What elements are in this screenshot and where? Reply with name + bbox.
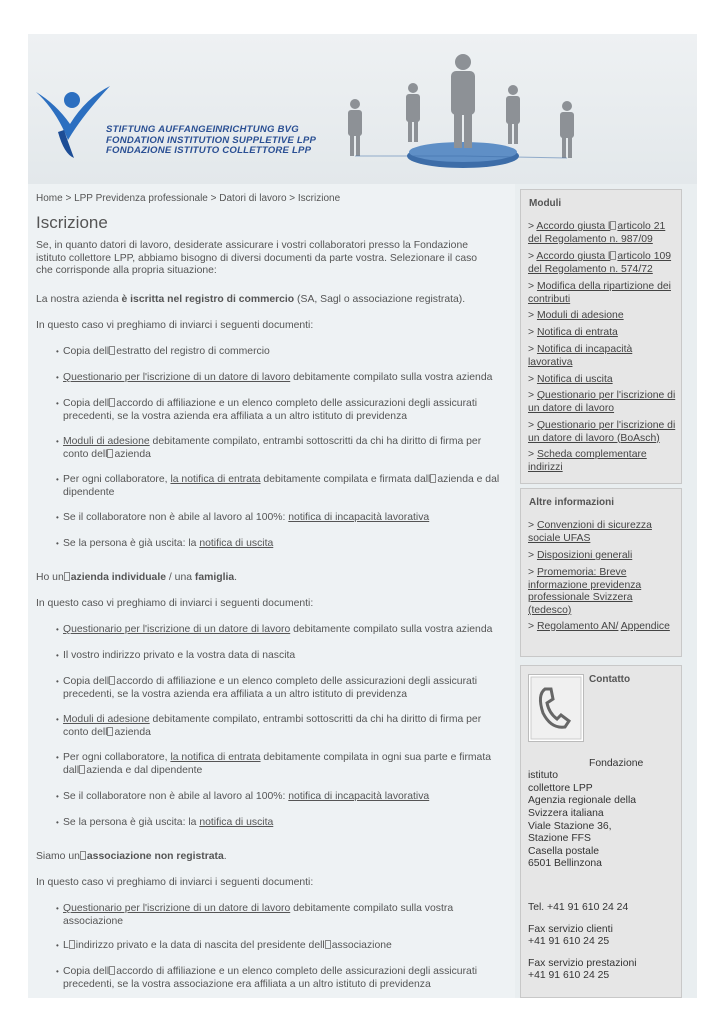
placeholder-glyph [325, 940, 331, 949]
text: Se la persona è già uscita: la [63, 538, 200, 549]
contact-line: collettore LPP [528, 783, 593, 794]
link-text[interactable]: Notifica di uscita [536, 374, 613, 385]
sidebar-link[interactable] [528, 621, 678, 634]
list-item [63, 714, 503, 739]
text: Copia dell [63, 346, 110, 357]
arrow: > [528, 327, 535, 338]
contact-line: Fondazione [589, 758, 644, 769]
text: Se il collaboratore non è abile al lavoro al 100%: [63, 512, 289, 523]
people-network-icon [333, 52, 603, 177]
exit-notice-link[interactable]: notifica di uscita [199, 538, 274, 549]
text: debitamente compilato, entrambi sottoscritti da chi ha diritto di firma per conto dell [63, 714, 482, 738]
link-text[interactable]: articolo 21 del Regolamento n. 987/09 [528, 221, 666, 245]
text: accordo di affiliazione e un elenco completo delle assicurazioni degli assicurati precedenti, se la vostra associazione era affiliata a un altro istituto di previdenza [63, 966, 478, 990]
fax-number: +41 91 610 24 25 [528, 936, 610, 947]
text: debitamente compilato sulla vostra azienda [290, 372, 493, 383]
arrow: > [528, 344, 535, 355]
text: Per ogni collaboratore, [63, 752, 171, 763]
text: La nostra azienda [36, 294, 122, 305]
sidebar-link[interactable] [528, 310, 678, 323]
sidebar-link[interactable] [528, 520, 678, 545]
placeholder-glyph [109, 966, 115, 975]
text: azienda [114, 448, 151, 460]
request-text: In questo caso vi preghiamo di inviarci i seguenti documenti: [36, 320, 314, 331]
text: . [234, 572, 238, 583]
text: Se la persona è già uscita: la [63, 817, 200, 828]
request-text: In questo caso vi preghiamo di inviarci i seguenti documenti: [36, 598, 314, 609]
text: Copia dell [63, 966, 110, 977]
placeholder-glyph [109, 676, 115, 685]
page [28, 34, 697, 998]
fax-label: Fax servizio prestazioni [528, 958, 637, 969]
list-item [63, 966, 503, 991]
site-header [28, 34, 697, 184]
list-item [63, 436, 503, 461]
sidebar-link[interactable] [528, 420, 678, 445]
link-text[interactable]: Regolamento AN/ [536, 621, 619, 632]
contact-line: Casella postale [528, 846, 600, 857]
text: accordo di affiliazione e un elenco completo delle assicurazioni degli assicurati precedenti, se la vostra azienda era affiliata a un altro istituto di previdenza [63, 398, 478, 422]
link-text[interactable]: articolo 109 del Regolamento n. 574/72 [528, 251, 672, 275]
placeholder-glyph [64, 572, 70, 581]
arrow: > [528, 520, 535, 531]
list-item [63, 817, 503, 830]
text: accordo di affiliazione e un elenco completo delle assicurazioni degli assicurati precedenti, se la vostra azienda era affiliata a un altro istituto di previdenza [63, 676, 478, 700]
link-text[interactable]: Convenzioni di sicurezza sociale UFAS [528, 520, 652, 544]
fax-number: +41 91 610 24 25 [528, 970, 610, 981]
placeholder-glyph [69, 940, 75, 949]
list-item [63, 372, 503, 385]
info-box [520, 488, 682, 657]
link-text[interactable]: Disposizioni generali [536, 550, 633, 561]
placeholder-glyph [109, 346, 115, 355]
list-item [63, 752, 503, 777]
phone-icon-svg [529, 675, 583, 741]
text: debitamente compilato, entrambi sottoscritti da chi ha diritto di firma per conto dell [63, 436, 482, 460]
phone-number: Tel. +41 91 610 24 24 [528, 902, 629, 913]
placeholder-glyph [430, 474, 436, 483]
phone-icon [528, 674, 584, 742]
contact-line: Svizzera italiana [528, 808, 604, 819]
logo-line: FONDAZIONE ISTITUTO COLLETTORE LPP [106, 145, 312, 156]
arrow: > [528, 567, 535, 578]
questionnaire-link[interactable]: Questionario per l'iscrizione di un datore di lavoro [63, 372, 291, 383]
sidebar-link[interactable] [528, 327, 678, 340]
text: indirizzo privato e la data di nascita del presidente dell [75, 940, 325, 951]
sidebar-link[interactable] [528, 221, 678, 246]
placeholder-glyph [109, 398, 115, 407]
logo-line: FONDATION INSTITUTION SUPPLETIVE LPP [106, 134, 317, 146]
sidebar-link[interactable] [528, 449, 678, 474]
text: . [223, 851, 227, 862]
contact-line: 6501 Bellinzona [528, 858, 602, 869]
text: (SA, Sagl o associazione registrata). [294, 294, 466, 305]
sidebar-link[interactable] [528, 374, 678, 387]
text: azienda e dal dipendente [63, 474, 500, 498]
link-text[interactable]: Scheda complementare indirizzi [528, 449, 647, 473]
sidebar-link[interactable] [528, 390, 678, 415]
list-item [63, 398, 503, 423]
arrow: > [528, 251, 535, 262]
text: L [63, 940, 69, 951]
contact-line: Viale Stazione 36, [528, 821, 612, 832]
link-text[interactable]: Promemoria: Breve informazione previdenza professionale Svizzera (tedesco) [528, 567, 642, 616]
exit-notice-link[interactable]: notifica di uscita [199, 817, 274, 828]
link-text[interactable]: Questionario per l'iscrizione di un datore di lavoro [528, 390, 676, 414]
foundation-logo-icon [34, 80, 114, 160]
sidebar-link[interactable] [528, 567, 678, 617]
fax-label: Fax servizio clienti [528, 924, 613, 935]
questionnaire-link[interactable]: Questionario per l'iscrizione di un datore di lavoro [63, 624, 291, 635]
logo-line: STIFTUNG AUFFANGEINRICHTUNG BVG [106, 124, 299, 135]
text: / una [166, 572, 195, 583]
logo-text [106, 125, 316, 157]
text: estratto del registro di commercio [116, 346, 270, 357]
bold-text: azienda individuale [70, 572, 167, 583]
list-item [63, 791, 503, 804]
text: debitamente compilata e firmata dall [260, 474, 431, 485]
placeholder-glyph [79, 765, 85, 774]
forms-title: Moduli [529, 198, 562, 209]
text: Se il collaboratore non è abile al lavoro al 100%: [63, 791, 289, 802]
case-individual [36, 572, 496, 585]
contact-line: Stazione FFS [528, 833, 591, 844]
arrow: > [528, 310, 535, 321]
intro-text: Se, in quanto datori di lavoro, desiderate assicurare i vostri collaboratori presso la Fondazione istituto collettore LPP, abbiamo bisogno di diversi documenti da parte vostra. Selezionare il caso che corrisponde alla propria situazione: [36, 240, 478, 277]
case-unregistered [36, 851, 496, 864]
placeholder-glyph [107, 727, 113, 736]
link-text[interactable]: Notifica di incapacità lavorativa [528, 344, 633, 368]
membership-forms-link[interactable]: Moduli di adesione [63, 436, 150, 447]
list-item [63, 538, 503, 551]
link-text[interactable]: Moduli di adesione [536, 310, 624, 321]
bold-text: associazione non registrata [86, 851, 224, 862]
forms-box [520, 189, 682, 484]
text: debitamente compilato sulla vostra azienda [290, 624, 493, 635]
arrow: > [528, 221, 535, 232]
page-title: Iscrizione [36, 213, 108, 232]
text: Copia dell [63, 398, 110, 409]
placeholder-glyph [610, 221, 616, 230]
case-registered [36, 294, 496, 307]
entry-notice-link[interactable]: la notifica di entrata [170, 752, 261, 763]
contact-title: Contatto [589, 674, 631, 685]
bold-text: famiglia [194, 572, 235, 583]
sidebar-link[interactable] [528, 344, 678, 369]
list-item [63, 624, 503, 637]
arrow: > [528, 621, 535, 632]
arrow: > [528, 449, 535, 460]
text: debitamente compilato sulla vostra associazione [63, 903, 454, 927]
link-text[interactable]: Modifica della ripartizione dei contributi [528, 281, 671, 305]
list-item [63, 346, 503, 359]
bold-text: è iscritta nel registro di commercio [121, 294, 295, 305]
link-text[interactable]: Accordo giusta l [536, 251, 611, 262]
text: azienda [114, 726, 151, 738]
list-item [63, 676, 503, 701]
link-text[interactable]: Appendice [620, 621, 670, 632]
sidebar-link[interactable] [528, 550, 678, 563]
request-text: In questo caso vi preghiamo di inviarci i seguenti documenti: [36, 877, 314, 888]
contact-line: Agenzia regionale della [528, 795, 637, 806]
list-item [63, 940, 503, 953]
contact-box [520, 665, 682, 998]
membership-forms-link[interactable]: Moduli di adesione [63, 714, 150, 725]
info-title: Altre informazioni [529, 497, 615, 508]
text: debitamente compilata in ogni sua parte e firmata dall [63, 752, 492, 776]
text: associazione [331, 940, 392, 951]
incapacity-notice-link[interactable]: notifica di incapacità lavorativa [288, 512, 430, 523]
main-content [28, 184, 515, 998]
link-text[interactable]: Notifica di entrata [536, 327, 618, 338]
questionnaire-link[interactable]: Questionario per l'iscrizione di un datore di lavoro [63, 903, 291, 914]
entry-notice-link[interactable]: la notifica di entrata [170, 474, 261, 485]
text: Per ogni collaboratore, [63, 474, 171, 485]
text: Copia dell [63, 676, 110, 687]
sidebar-link[interactable] [528, 281, 678, 306]
arrow: > [528, 390, 535, 401]
list-item [63, 903, 503, 928]
list-item: • Il vostro indirizzo privato e la vostra data di nascita [63, 650, 503, 663]
link-text[interactable]: Accordo giusta l [536, 221, 611, 232]
text: azienda e dal dipendente [86, 764, 203, 776]
link-text[interactable]: Questionario per l'iscrizione di un datore di lavoro (BoAsch) [528, 420, 676, 444]
arrow: > [528, 550, 535, 561]
list-item [63, 474, 503, 499]
breadcrumb: Home > LPP Previdenza professionale > Datori di lavoro > Iscrizione [36, 193, 341, 204]
placeholder-glyph [107, 449, 113, 458]
list-item [63, 512, 503, 525]
sidebar-link[interactable] [528, 251, 678, 276]
arrow: > [528, 281, 535, 292]
arrow: > [528, 374, 535, 385]
incapacity-notice-link[interactable]: notifica di incapacità lavorativa [288, 791, 430, 802]
placeholder-glyph [80, 851, 86, 860]
text: Ho un [36, 572, 64, 583]
contact-line: istituto [528, 770, 559, 781]
arrow: > [528, 420, 535, 431]
text: Siamo un [36, 851, 80, 862]
placeholder-glyph [610, 251, 616, 260]
